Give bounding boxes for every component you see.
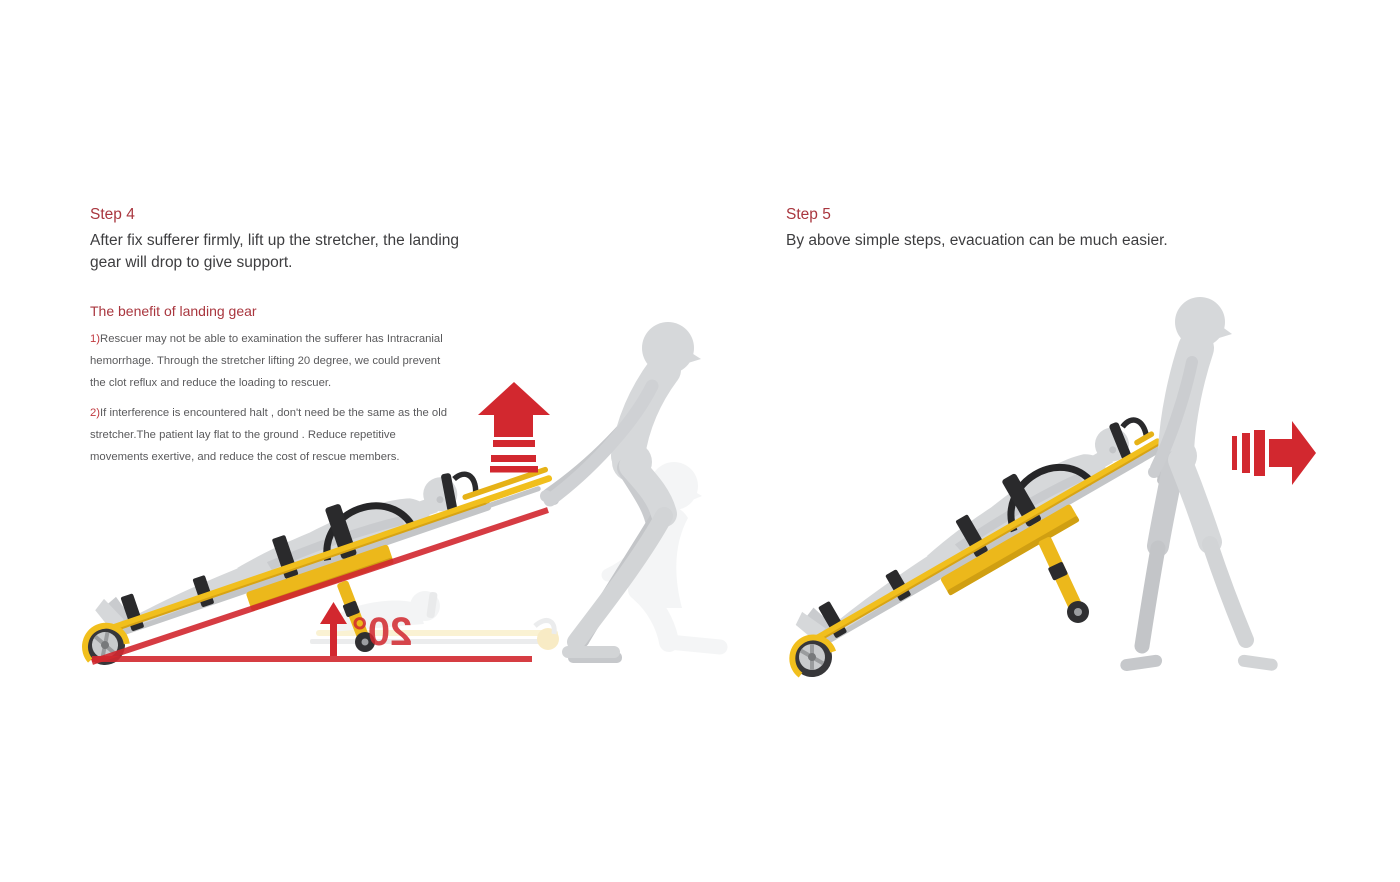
step5-stretcher-group	[765, 402, 1177, 685]
rescuer-hand-near	[540, 490, 552, 502]
angle-label: 20°	[351, 610, 413, 654]
benefit-1-line3: the clot reflux and reduce the loading to rescuer.	[90, 377, 332, 389]
step5-heading: Step 5	[786, 206, 831, 223]
pull-arrow-stripe-1	[1232, 436, 1237, 470]
lift-up-arrow-icon	[478, 382, 550, 473]
rescuer-nose	[688, 352, 701, 363]
walker-nose	[1219, 326, 1232, 338]
lift-arrow-stripe-3	[490, 466, 538, 473]
ghost-flat-rail	[310, 639, 555, 644]
lift-arrow-stripe-2	[491, 455, 536, 462]
benefit-1-line1-text: Rescuer may not be able to examination the sufferer has Intracranial	[100, 333, 443, 345]
benefit-2-prefix: 2)	[90, 407, 101, 419]
ground-line	[92, 656, 532, 662]
step4-description	[90, 230, 459, 274]
rescuer-head	[642, 322, 694, 374]
walker-head	[1175, 297, 1225, 347]
benefit-1-prefix: 1)	[90, 333, 101, 345]
benefit-2-line1-text: If interference is encountered halt , don't need be the same as the old	[100, 407, 447, 419]
angle-arrow-shaft	[330, 620, 337, 656]
step5-description: By above simple steps, evacuation can be much easier.	[786, 232, 1168, 249]
landing-gear-wheel-hub	[1074, 608, 1082, 616]
pull-arrow-body	[1269, 439, 1295, 467]
step5-text-block	[786, 206, 1168, 252]
pull-arrow-stripe-3	[1254, 430, 1265, 476]
step5-illustration	[765, 297, 1316, 685]
benefit-2-line3: movements exertive, and reduce the cost of rescue members.	[90, 451, 400, 463]
step4-description-line2: gear will drop to give support.	[90, 254, 293, 271]
rescuer-walking	[1120, 297, 1279, 672]
lift-arrow-stripe-1	[493, 440, 535, 447]
lift-arrow-body	[494, 415, 533, 437]
benefit-2-line2: stretcher.The patient lay flat to the ground . Reduce repetitive	[90, 429, 396, 441]
pull-arrow-head	[1292, 421, 1316, 485]
walker-shin-front	[1210, 544, 1246, 640]
walker-foot-back	[1120, 654, 1163, 672]
step4-description-line1: After fix sufferer firmly, lift up the stretcher, the landing	[90, 232, 460, 249]
pull-right-arrow-icon	[1232, 421, 1316, 485]
walker-hand-near	[1148, 466, 1160, 478]
lift-arrow-head	[478, 382, 550, 415]
rescuer-foot-near	[562, 646, 620, 658]
walker-thigh-back	[1158, 462, 1174, 546]
illustration-svg	[80, 290, 1330, 690]
step4-heading: Step 4	[90, 206, 135, 223]
benefit-1-line2: hemorrhage. Through the stretcher lifting 20 degree, we could prevent	[90, 355, 441, 367]
walker-thigh-front	[1180, 460, 1210, 542]
walker-foot-front	[1237, 654, 1278, 671]
ghost-kneeling-shin	[669, 642, 720, 647]
walker-shin-back	[1142, 548, 1158, 646]
step4-illustration	[80, 322, 720, 671]
benefit-heading: The benefit of landing gear	[90, 303, 257, 319]
pull-arrow-stripe-2	[1242, 433, 1250, 473]
landing-gear-step5	[1036, 536, 1089, 623]
